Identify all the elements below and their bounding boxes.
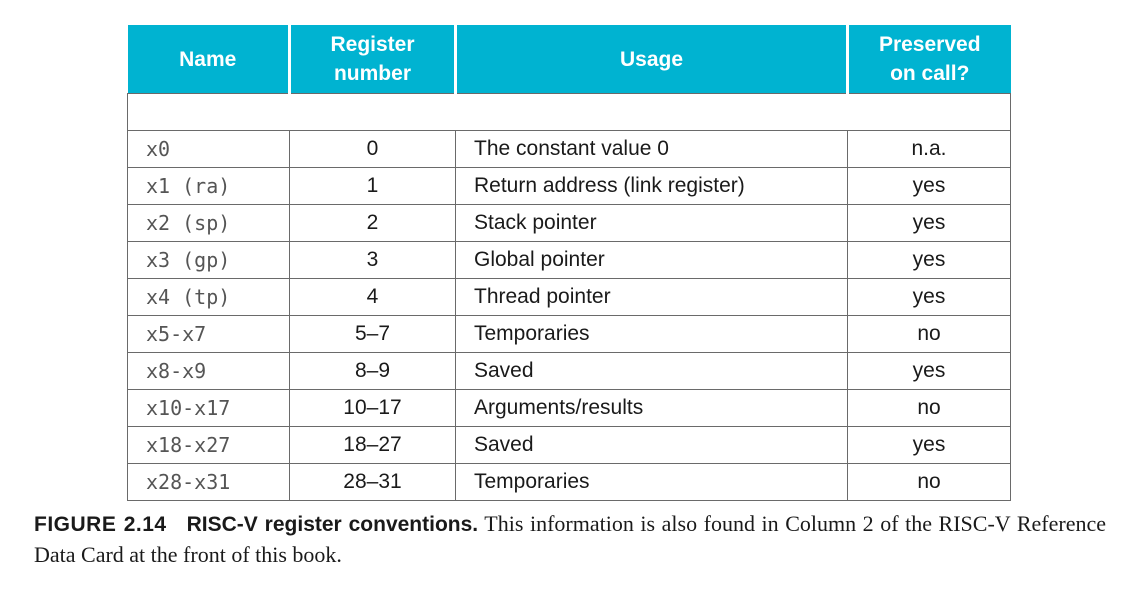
figure-caption — [34, 509, 1106, 570]
register-number: 4 — [290, 279, 456, 316]
table-row — [128, 205, 1011, 242]
table-row — [128, 279, 1011, 316]
register-preserved: n.a. — [848, 131, 1011, 168]
register-usage: Saved — [456, 427, 848, 464]
register-name: x5-x7 — [128, 316, 290, 353]
register-name: x8-x9 — [128, 353, 290, 390]
register-name: x18-x27 — [128, 427, 290, 464]
header-register-number — [290, 25, 456, 94]
register-preserved: yes — [848, 427, 1011, 464]
register-name: x10-x17 — [128, 390, 290, 427]
register-number: 8–9 — [290, 353, 456, 390]
table-row — [128, 427, 1011, 464]
register-name: x2 (sp) — [128, 205, 290, 242]
header-preserved-line1: Preserved — [878, 33, 981, 56]
register-name: x28-x31 — [128, 464, 290, 501]
register-preserved: yes — [848, 205, 1011, 242]
figure-label: FIGURE 2.14 — [34, 513, 167, 536]
table-row — [128, 353, 1011, 390]
register-number: 2 — [290, 205, 456, 242]
register-number: 3 — [290, 242, 456, 279]
register-preserved: no — [848, 390, 1011, 427]
table-row — [128, 316, 1011, 353]
register-name: x3 (gp) — [128, 242, 290, 279]
register-usage: The constant value 0 — [456, 131, 848, 168]
register-preserved: yes — [848, 279, 1011, 316]
register-preserved: yes — [848, 168, 1011, 205]
register-usage: Stack pointer — [456, 205, 848, 242]
header-name-label: Name — [179, 47, 237, 71]
table-row — [128, 168, 1011, 205]
header-gap-cell — [128, 94, 1011, 131]
table-row — [128, 131, 1011, 168]
table-body — [128, 94, 1011, 501]
table-row — [128, 242, 1011, 279]
header-preserved-line2: on call? — [890, 62, 970, 85]
register-usage: Return address (link register) — [456, 168, 848, 205]
register-number: 28–31 — [290, 464, 456, 501]
register-preserved: yes — [848, 353, 1011, 390]
register-number: 5–7 — [290, 316, 456, 353]
header-gap — [128, 94, 1011, 131]
header-name — [128, 25, 290, 94]
header-row — [128, 25, 1011, 94]
register-number: 10–17 — [290, 390, 456, 427]
header-register-number-line1: Register — [330, 33, 415, 56]
register-preserved: yes — [848, 242, 1011, 279]
caption-text: This information is also found in Column 2 of the RISC-V Reference Data Card at the front of this book. — [34, 511, 1106, 567]
header-register-number-line2: number — [333, 62, 411, 85]
register-name: x1 (ra) — [128, 168, 290, 205]
register-usage: Temporaries — [456, 316, 848, 353]
register-usage: Saved — [456, 353, 848, 390]
header-preserved — [848, 25, 1011, 94]
register-name: x0 — [128, 131, 290, 168]
register-preserved: no — [848, 464, 1011, 501]
register-usage: Global pointer — [456, 242, 848, 279]
register-usage: Thread pointer — [456, 279, 848, 316]
register-conventions-table — [127, 25, 1011, 501]
table-row — [128, 464, 1011, 501]
register-number: 0 — [290, 131, 456, 168]
header-usage — [456, 25, 848, 94]
register-usage: Arguments/results — [456, 390, 848, 427]
register-number: 18–27 — [290, 427, 456, 464]
register-number: 1 — [290, 168, 456, 205]
register-name: x4 (tp) — [128, 279, 290, 316]
register-preserved: no — [848, 316, 1011, 353]
figure-title: RISC-V register conventions. — [186, 513, 479, 536]
register-usage: Temporaries — [456, 464, 848, 501]
header-usage-label: Usage — [619, 47, 684, 71]
table-row — [128, 390, 1011, 427]
table-header — [128, 25, 1011, 94]
